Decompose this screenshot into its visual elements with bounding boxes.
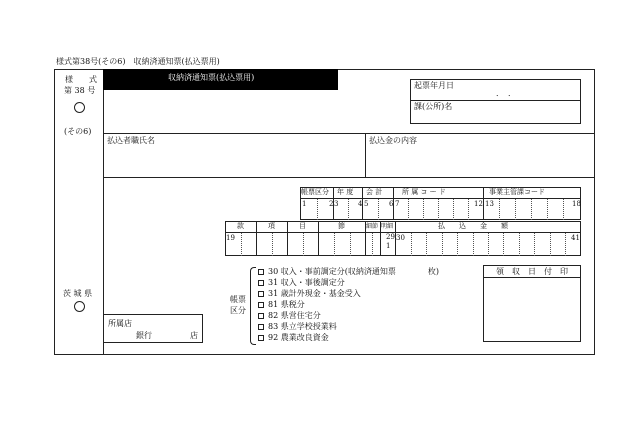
top-grid-dot: [348, 199, 349, 220]
top-grid-number: 18: [572, 200, 581, 208]
bottom-grid-number: 30: [396, 234, 405, 242]
category-text: 歳計外現金・基金受入: [280, 289, 361, 298]
payer-band-divider: [365, 133, 366, 177]
category-item[interactable]: [258, 279, 345, 287]
category-text: 県営住宅分: [280, 311, 321, 320]
top-grid-number: 12: [474, 200, 483, 208]
top-grid-header-account: 会 計: [366, 188, 383, 196]
bottom-grid-dot: [372, 233, 373, 256]
top-grid-number: 4: [358, 200, 363, 208]
bottom-grid-header-kou: 項: [268, 222, 275, 230]
category-item[interactable]: [258, 334, 329, 342]
category-text: 県立学校授業料: [280, 322, 337, 331]
bottom-grid-sep-1: [256, 221, 257, 256]
bottom-grid-dot: [519, 233, 520, 256]
top-grid-dot: [468, 199, 469, 220]
payer-band-top: [103, 133, 595, 134]
bottom-grid-dot: [503, 233, 504, 256]
receipt-stamp-label: 領 収 日 付 印: [496, 267, 568, 276]
top-grid-dot: [378, 199, 379, 220]
top-grid-dot: [531, 199, 532, 220]
prefecture-label: 茨 城 県: [63, 289, 93, 298]
category-code: 31: [268, 289, 279, 298]
top-grid-number: 13: [485, 200, 494, 208]
side-circle-bottom: [74, 301, 85, 312]
top-grid-header-line: [300, 198, 581, 199]
category-code: 82: [268, 311, 279, 320]
bottom-grid-dot: [550, 233, 551, 256]
branch-word: 店: [190, 331, 198, 340]
category-checkbox[interactable]: [258, 335, 264, 341]
top-grid-number: 1: [302, 200, 307, 208]
payment-content-label: 払込金の内容: [369, 136, 417, 145]
bottom-grid-header-saisetsu: 細節: [366, 223, 379, 230]
bottom-grid-sep-2: [287, 221, 288, 256]
category-bracket: [250, 267, 256, 345]
bottom-grid-dot: [473, 233, 474, 256]
bottom-grid-dot: [303, 233, 304, 256]
top-grid-number: 6: [389, 200, 394, 208]
category-text: 収入・事前調定分(収納済通知票 枚): [280, 267, 439, 276]
top-grid-number: 7: [395, 200, 400, 208]
date-section-divider: [410, 100, 581, 101]
bottom-grid-header-setsu: 節: [338, 222, 345, 230]
category-item[interactable]: [258, 268, 439, 276]
side-form-label: 様 式: [65, 75, 97, 84]
issue-date-label: 起票年月日: [414, 81, 454, 90]
section-name-label: 課(公所)名: [414, 102, 453, 111]
side-form-number: 第 38 号: [64, 86, 96, 95]
category-checkbox[interactable]: [258, 280, 264, 286]
bottom-grid-dot: [488, 233, 489, 256]
category-code: 83: [268, 322, 279, 331]
payer-name-label: 払込者職氏名: [107, 136, 155, 145]
bottom-grid-dot: [411, 233, 412, 256]
top-grid-header-year: 年 度: [337, 188, 354, 196]
bottom-grid-sep-3: [318, 221, 319, 256]
payer-band-bottom: [103, 177, 595, 178]
category-text: 収入・事後調定分: [280, 278, 345, 287]
top-grid-dot: [515, 199, 516, 220]
bottom-grid-dot: [534, 233, 535, 256]
bottom-grid-dot: [426, 233, 427, 256]
side-circle-top: [74, 102, 85, 113]
bottom-grid-number: 1: [386, 242, 391, 250]
category-item[interactable]: [258, 323, 337, 331]
bottom-grid-header-meisai: 明細: [381, 223, 394, 230]
category-checkbox[interactable]: [258, 291, 264, 297]
bank-label: 所属店: [108, 319, 132, 328]
category-label-line1: 帳票: [230, 295, 246, 304]
bottom-grid-header-line: [225, 232, 581, 233]
bottom-grid-dot: [272, 233, 273, 256]
category-text: 農業改良資金: [280, 333, 329, 342]
category-code: 30: [268, 267, 279, 276]
top-grid-number: 5: [364, 200, 369, 208]
top-grid-dot: [438, 199, 439, 220]
top-grid-header-dept-code: 事業主管課コード: [489, 188, 545, 196]
issue-date-dots: ． ．: [496, 89, 516, 98]
category-checkbox[interactable]: [258, 324, 264, 330]
bottom-grid-header-moku: 目: [299, 222, 306, 230]
top-grid-number: 3: [334, 200, 339, 208]
bank-word: 銀行: [136, 331, 152, 340]
top-grid-number: 2: [329, 200, 334, 208]
bottom-grid-dot: [241, 233, 242, 256]
top-grid-dot: [453, 199, 454, 220]
category-checkbox[interactable]: [258, 313, 264, 319]
bottom-grid-number: 29: [386, 233, 395, 241]
side-variant-label: (その6): [64, 127, 92, 136]
bottom-grid-dot: [350, 233, 351, 256]
top-grid-header-form-type: 帳票区分: [301, 188, 329, 196]
category-item[interactable]: [258, 290, 361, 298]
category-text: 県税分: [280, 300, 305, 309]
receipt-stamp-divider: [483, 277, 581, 278]
bottom-grid-number: 19: [226, 234, 235, 242]
category-label-line2: 区分: [230, 306, 246, 315]
bottom-grid-number: 41: [571, 234, 580, 242]
top-grid-dot: [317, 199, 318, 220]
category-checkbox[interactable]: [258, 302, 264, 308]
bottom-grid-dot: [457, 233, 458, 256]
bottom-grid-dot: [442, 233, 443, 256]
category-code: 31: [268, 278, 279, 287]
title-banner-text: 収納済通知票(払込票用): [168, 73, 255, 82]
category-code: 81: [268, 300, 279, 309]
category-item[interactable]: [258, 301, 305, 309]
top-grid-dot: [499, 199, 500, 220]
top-grid-header-affiliation-code: 所 属 コ ー ド: [402, 188, 446, 196]
bottom-grid-dot: [334, 233, 335, 256]
top-grid-dot: [563, 199, 564, 220]
top-grid-dot: [408, 199, 409, 220]
bottom-grid-dot: [565, 233, 566, 256]
top-grid-sep-4: [483, 187, 484, 220]
form-caption: 様式第38号(その6) 収納済通知票(払込票用): [56, 57, 220, 66]
bottom-grid-header-kan: 款: [237, 222, 244, 230]
side-divider: [103, 69, 104, 355]
top-grid-dot: [547, 199, 548, 220]
category-code: 92: [268, 333, 279, 342]
category-item[interactable]: [258, 312, 321, 320]
category-checkbox[interactable]: [258, 269, 264, 275]
top-grid-dot: [423, 199, 424, 220]
bottom-grid-header-amount: 払 込 金 額: [438, 222, 508, 230]
